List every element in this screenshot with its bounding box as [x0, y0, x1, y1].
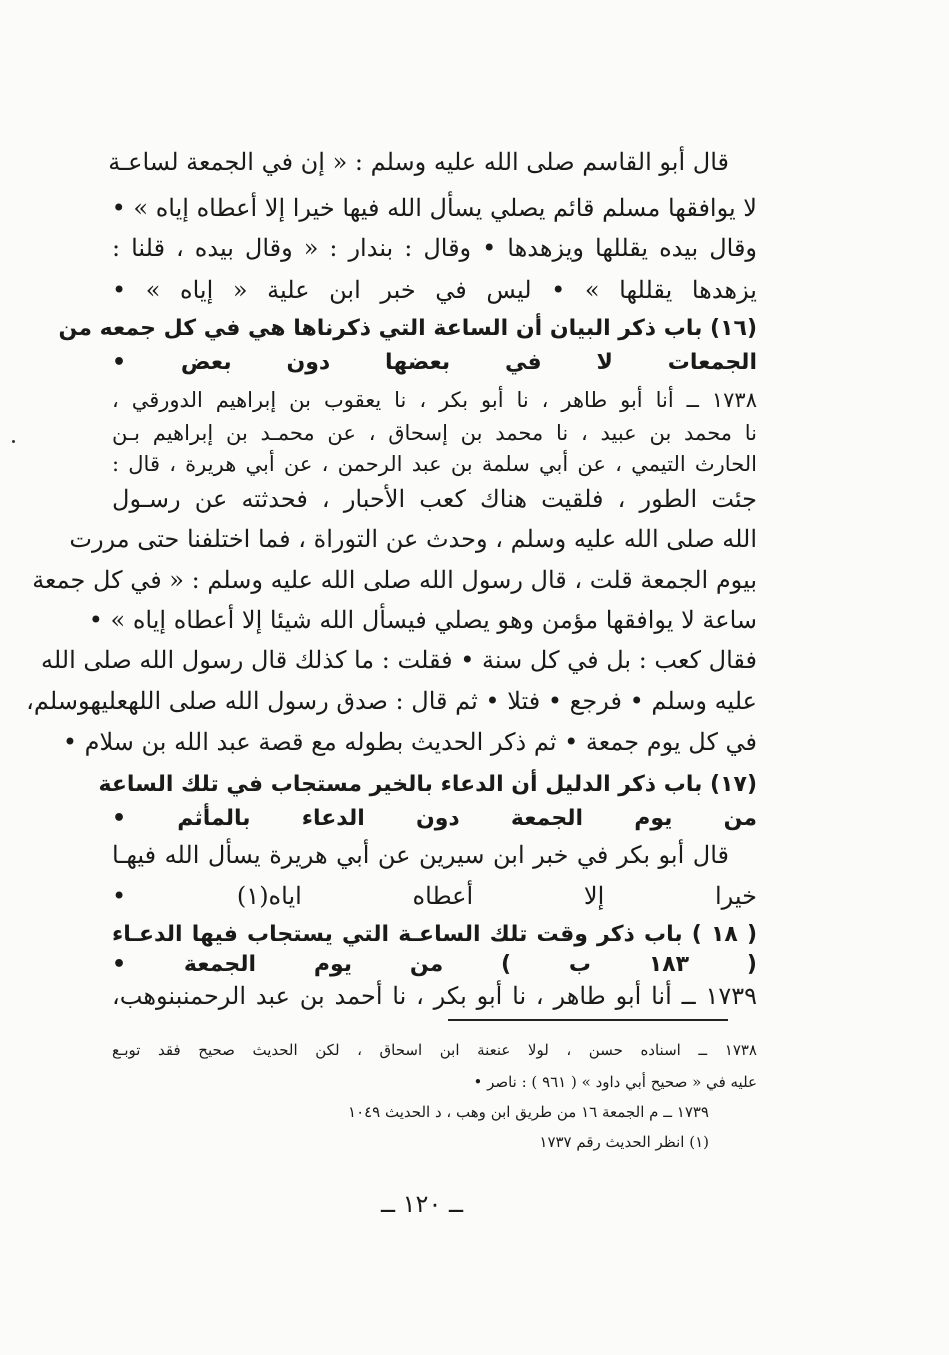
text-line: يزهدها يقللها » • ليس في خبر ابن علية « إياه » • [112, 276, 757, 304]
text-line: الله صلى الله عليه وسلم ، وحدث عن التوراة ، فما اختلفنا حتى مررت [69, 525, 757, 553]
chapter-heading: من يوم الجمعة دون الدعاء بالمأثم • [112, 806, 757, 831]
footnote-line: ١٧٣٨ ــ اسناده حسن ، لولا عنعنة ابن اسحاق ، لكن الحديث صحيح فقد توبـع [112, 1041, 757, 1059]
text-line: قال أبو بكر في خبر ابن سيرين عن أبي هريرة يسأل الله فيهـا [112, 841, 729, 869]
chapter-heading: (١٦) باب ذكر البيان أن الساعة التي ذكرناها هي في كل جمعه من [58, 316, 757, 341]
chapter-heading: الجمعات لا في بعضها دون بعض • [112, 350, 757, 375]
page-number: ــ ١٢٠ ــ [380, 1190, 464, 1218]
footnote-separator [448, 1019, 728, 1021]
text-line: ١٧٣٩ ــ أنا أبو طاهر ، نا أبو بكر ، نا أحمد بن عبد الرحمنبنوهب، [112, 982, 757, 1010]
text-line: وقال بيده يقللها ويزهدها • وقال : بندار : « وقال بيده ، قلنا : [112, 234, 757, 262]
hadith-chain-line: نا محمد بن عبيد ، نا محمد بن إسحاق ، عن محمـد بن إبراهيم بـن [112, 421, 757, 445]
chapter-heading: ( ١٨ ) باب ذكر وقت تلك الساعـة التي يستجاب فيها الدعـاء [112, 922, 757, 947]
text-line: خيرا إلا أعطاه اياه(١) • [112, 882, 757, 910]
text-line: في كل يوم جمعة • ثم ذكر الحديث بطوله مع قصة عبد الله بن سلام • [62, 728, 757, 756]
text-line: عليه وسلم • فرجع • فتلا • ثم قال : صدق رسول الله صلى اللهعليهوسلم، [26, 687, 757, 715]
footnote-line: عليه في « صحيح أبي داود » ( ٩٦١ ) : ناصر • [473, 1073, 757, 1091]
hadith-chain-line: الحارث التيمي ، عن أبي سلمة بن عبد الرحمن ، عن أبي هريرة ، قال : [112, 452, 757, 476]
footnote-line: (١) انظر الحديث رقم ١٧٣٧ [539, 1133, 709, 1151]
text-line: بيوم الجمعة قلت ، قال رسول الله صلى الله عليه وسلم : « في كل جمعة [32, 566, 757, 594]
text-line: فقال كعب : بل في كل سنة • فقلت : ما كذلك قال رسول الله صلى الله [40, 646, 757, 674]
text-line: جئت الطور ، فلقيت هناك كعب الأحبار ، فحدثته عن رسـول [112, 485, 757, 513]
scan-speck [12, 440, 15, 443]
footnote-line: ١٧٣٩ ــ م الجمعة ١٦ من طريق ابن وهب ، د الحديث ١٠٤٩ [348, 1103, 709, 1121]
hadith-chain-line: ١٧٣٨ ــ أنا أبو طاهر ، نا أبو بكر ، نا يعقوب بن إبراهيم الدورقي ، [112, 388, 757, 412]
text-line: قال أبو القاسم صلى الله عليه وسلم : « إن في الجمعة لساعـة [108, 148, 729, 176]
text-line: ساعة لا يوافقها مؤمن وهو يصلي فيسأل الله شيئا إلا أعطاه إياه » • [88, 606, 757, 634]
chapter-heading: (١٧) باب ذكر الدليل أن الدعاء بالخير مستجاب في تلك الساعة [98, 772, 757, 797]
text-line: لا يوافقها مسلم قائم يصلي يسأل الله فيها خيرا إلا أعطاه إياه » • [111, 194, 757, 222]
chapter-heading: ( ١٨٣ ب ) من يوم الجمعة • [112, 952, 757, 977]
